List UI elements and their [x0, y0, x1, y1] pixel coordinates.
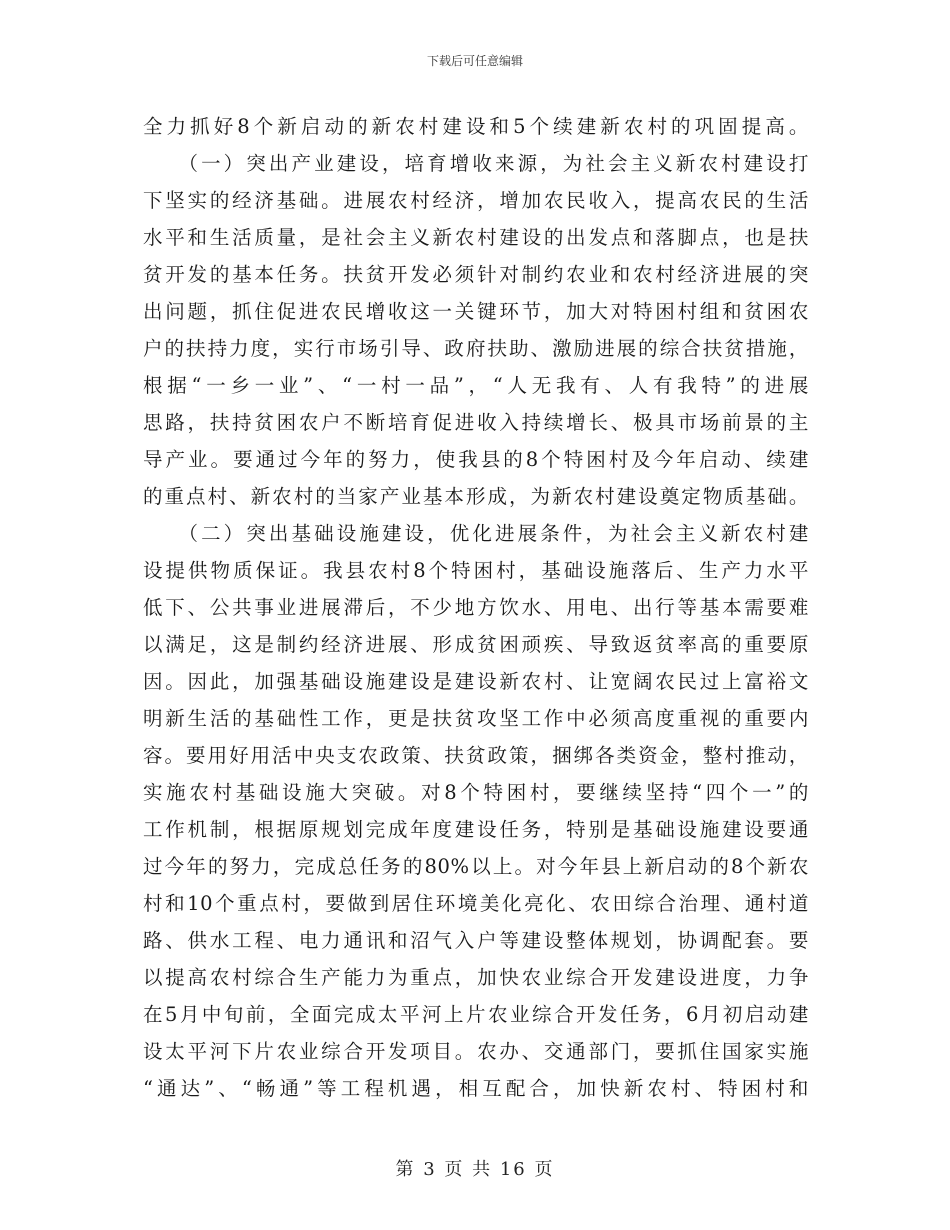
- text-line: 贫开发的基本任务。扶贫开发必须针对制约农业和农村经济进展的突: [143, 263, 809, 286]
- text-line: 导产业。要通过今年的努力，使我县的8个特困村及今年启动、续建: [143, 448, 809, 471]
- text-line: 水平和生活质量，是社会主义新农村建设的出发点和落脚点，也是扶: [143, 226, 809, 249]
- page-footer: 第 3 页 共 16 页: [395, 1159, 555, 1180]
- text-line: 根据“一乡一业”、“一村一品”，“人无我有、人有我特”的进展: [143, 374, 809, 397]
- text-line: 设提供物质保证。我县农村8个特困村，基础设施落后、生产力水平: [143, 559, 809, 582]
- text-line: 实施农村基础设施大突破。对8个特困村，要继续坚持“四个一”的: [143, 781, 809, 804]
- text-line: 容。要用好用活中央支农政策、扶贫政策，捆绑各类资金，整村推动，: [143, 744, 809, 767]
- text-line: 思路，扶持贫困农户不断培育促进收入持续增长、极具市场前景的主: [143, 411, 809, 434]
- text-line: 以提高农村综合生产能力为重点，加快农业综合开发建设进度，力争: [143, 966, 809, 989]
- text-line: 低下、公共事业进展滞后，不少地方饮水、用电、出行等基本需要难: [143, 596, 809, 619]
- text-line: 的重点村、新农村的当家产业基本形成，为新农村建设奠定物质基础。: [143, 485, 809, 508]
- text-line: 村和10个重点村，要做到居住环境美化亮化、农田综合治理、通村道: [143, 892, 809, 915]
- text-line: 以满足，这是制约经济进展、形成贫困顽疾、导致返贫率高的重要原: [143, 633, 809, 656]
- text-line: 因。因此，加强基础设施建设是建设新农村、让宽阔农民过上富裕文: [143, 670, 809, 693]
- page-header: 下载后可任意编辑: [426, 54, 523, 68]
- text-line: 路、供水工程、电力通讯和沼气入户等建设整体规划，协调配套。要: [143, 929, 809, 952]
- text-line: 全力抓好8个新启动的新农村建设和5个续建新农村的巩固提高。: [143, 115, 809, 138]
- text-line: 下坚实的经济基础。进展农村经济，增加农民收入，提高农民的生活: [143, 189, 809, 212]
- text-line: 过今年的努力，完成总任务的80%以上。对今年县上新启动的8个新农: [143, 855, 809, 878]
- text-line: 明新生活的基础性工作，更是扶贫攻坚工作中必须高度重视的重要内: [143, 707, 809, 730]
- text-line: （一）突出产业建设，培育增收来源，为社会主义新农村建设打: [143, 152, 809, 175]
- text-line: 设太平河下片农业综合开发项目。农办、交通部门，要抓住国家实施: [143, 1040, 809, 1063]
- text-line: “通达”、“畅通”等工程机遇，相互配合，加快新农村、特困村和: [143, 1077, 809, 1100]
- text-line: 在5月中旬前，全面完成太平河上片农业综合开发任务，6月初启动建: [143, 1003, 809, 1026]
- text-line: （二）突出基础设施建设，优化进展条件，为社会主义新农村建: [143, 522, 809, 545]
- text-line: 工作机制，根据原规划完成年度建设任务，特别是基础设施建设要通: [143, 818, 809, 841]
- text-line: 户的扶持力度，实行市场引导、政府扶助、激励进展的综合扶贫措施，: [143, 337, 809, 360]
- text-line: 出问题，抓住促进农民增收这一关键环节，加大对特困村组和贫困农: [143, 300, 809, 323]
- body-text: [143, 108, 809, 1107]
